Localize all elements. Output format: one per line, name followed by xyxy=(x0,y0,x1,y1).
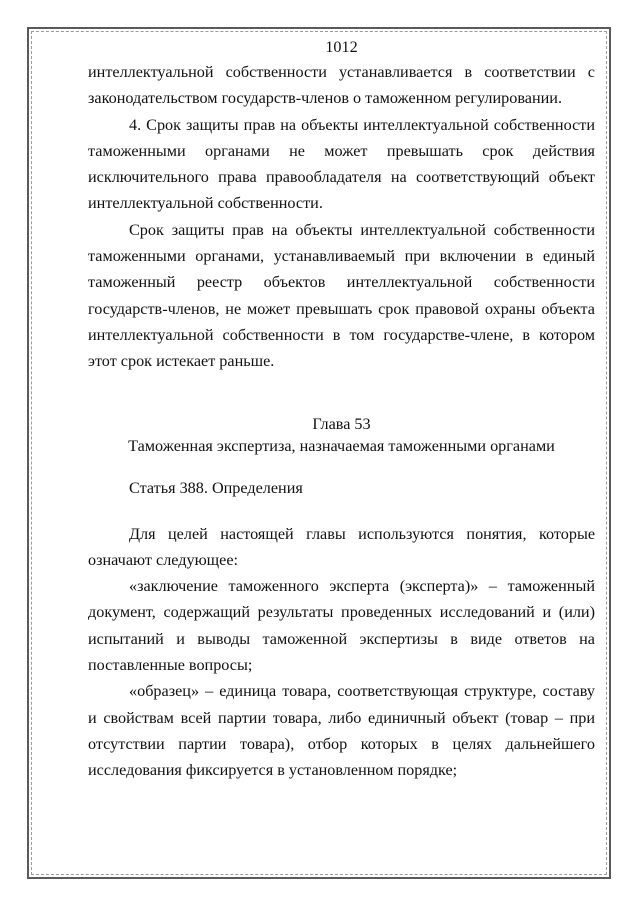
document-page xyxy=(88,37,595,784)
paragraph-definition-sample: «образец» – единица товара, соответствующая структуре, составу и свойствам всей партии товара, либо единичный объект (товар – при отсутствии партии товара), отбор которых в целях дальнейшего исследования фиксируется в установленном порядке; xyxy=(88,682,595,780)
paragraph-item-4: 4. Срок защиты прав на объекты интеллектуальной собственности таможенными органами не может превышать срок действия исключительного права правообладателя на соответствующий объект интеллектуальной собственности. xyxy=(88,115,595,213)
chapter-number: Глава 53 xyxy=(312,414,371,433)
page-number: 1012 xyxy=(325,38,358,56)
paragraph-definition-expert-conclusion: «заключение таможенного эксперта (эксперта)» – таможенный документ, содержащий результаты проведенных исследований и (или) испытаний и выводы таможенной экспертизы в виде ответов на поставленные вопросы; xyxy=(88,577,595,675)
paragraph-continuation: интеллектуальной собственности устанавливается в соответствии с законодательством государств-членов о таможенном регулировании. xyxy=(88,63,595,108)
article-heading: Статья 388. Определения xyxy=(129,478,303,497)
paragraph-protection-term: Срок защиты прав на объекты интеллектуальной собственности таможенными органами, устанавливаемый при включении в единый таможенный реестр объектов интеллектуальной собственности государств-членов, не может превышать срок правовой охраны объекта интеллектуальной собственности в том государстве-члене, в котором этот срок истекает раньше. xyxy=(88,220,595,371)
paragraph-definitions-intro: Для целей настоящей главы используются понятия, которые означают следующее: xyxy=(88,524,595,569)
chapter-title: Таможенная экспертиза, назначаемая таможенными органами xyxy=(128,436,555,455)
